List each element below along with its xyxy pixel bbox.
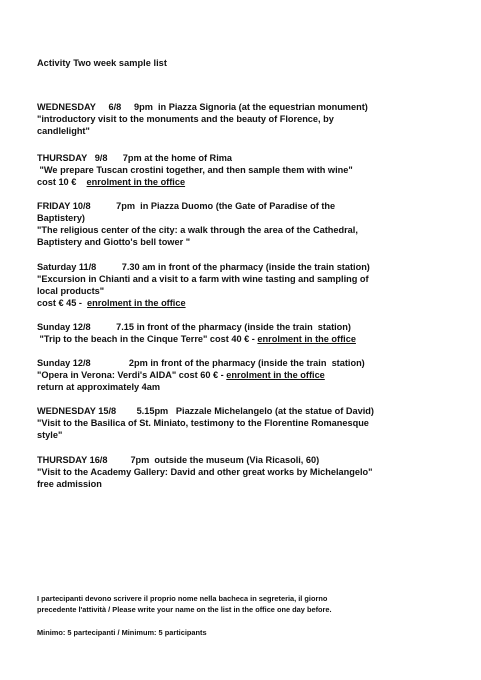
- entry-cost: cost € 45 -: [37, 298, 88, 308]
- entry-description: "Visit to the Basilica of St. Miniato, testimony to the Florentine Romanesque: [37, 418, 369, 428]
- entry-header: Sunday 12/8 7.15 in front of the pharmacy (inside the train station): [37, 322, 351, 332]
- entry-description: "The religious center of the city: a walk through the area of the Cathedral,: [37, 225, 358, 235]
- entry-description: Baptistery): [37, 213, 85, 223]
- entry-cost-line: [37, 369, 447, 381]
- entry-cost: "Opera in Verona: Verdi's AIDA" cost 60 € -: [37, 370, 227, 380]
- document-title: Activity Two week sample list: [37, 58, 167, 68]
- entry-description: "Visit to the Academy Gallery: David and other great works by Michelangelo": [37, 467, 373, 477]
- entry-description: free admission: [37, 479, 102, 489]
- enrolment-link[interactable]: enrolment in the office: [87, 298, 186, 308]
- entry-return-time: return at approximately 4am: [37, 382, 161, 392]
- enrolment-link[interactable]: enrolment in the office: [257, 334, 356, 344]
- entry-cost: cost 10 €: [37, 177, 87, 187]
- footer-minimum: [37, 627, 447, 638]
- entry-header: WEDNESDAY 15/8 5.15pm Piazzale Michelangelo (at the statue of David): [37, 406, 374, 416]
- entry-cost-line: [37, 297, 447, 309]
- enrolment-link[interactable]: enrolment in the office: [226, 370, 325, 380]
- entry-cost-line: [37, 176, 447, 188]
- entry-description: Baptistery and Giotto's bell tower ": [37, 237, 191, 247]
- activity-entry: [37, 261, 447, 309]
- activity-entry: [37, 454, 447, 490]
- activity-entry: [37, 405, 447, 441]
- entry-cost-line: [37, 333, 447, 345]
- activity-entry: [37, 200, 447, 248]
- entry-description: local products": [37, 286, 105, 296]
- entry-header: Sunday 12/8 2pm in front of the pharmacy (inside the train station): [37, 358, 365, 368]
- entry-header: Saturday 11/8 7.30 am in front of the pharmacy (inside the train station): [37, 262, 370, 272]
- footer-note-line: I partecipanti devono scrivere il proprio nome nella bacheca in segreteria, il giorno: [37, 594, 328, 603]
- minimum-participants: Minimo: 5 partecipanti / Minimum: 5 participants: [37, 628, 207, 637]
- enrolment-link[interactable]: enrolment in the office: [86, 177, 186, 187]
- entry-description: "Excursion in Chianti and a visit to a farm with wine tasting and sampling of: [37, 274, 369, 284]
- activity-entry: [37, 101, 447, 137]
- entry-header: THURSDAY 16/8 7pm outside the museum (Via Ricasoli, 60): [37, 455, 320, 465]
- entry-description: candlelight": [37, 126, 90, 136]
- footer-note: [37, 593, 447, 615]
- entry-description: "introductory visit to the monuments and the beauty of Florence, by: [37, 114, 334, 124]
- activity-entry: [37, 357, 447, 393]
- entry-description: "We prepare Tuscan crostini together, and then sample them with wine": [37, 165, 353, 175]
- activity-entry: [37, 321, 447, 345]
- entry-header: WEDNESDAY 6/8 9pm in Piazza Signoria (at the equestrian monument): [37, 102, 368, 112]
- activity-entry: [37, 152, 447, 188]
- entry-header: FRIDAY 10/8 7pm in Piazza Duomo (the Gate of Paradise of the: [37, 201, 336, 211]
- entry-description: style": [37, 430, 63, 440]
- entry-header: THURSDAY 9/8 7pm at the home of Rima: [37, 153, 233, 163]
- entry-cost: "Trip to the beach in the Cinque Terre" cost 40 € -: [37, 334, 258, 344]
- footer-note-line: precedente l'attività / Please write your name on the list in the office one day before.: [37, 605, 332, 614]
